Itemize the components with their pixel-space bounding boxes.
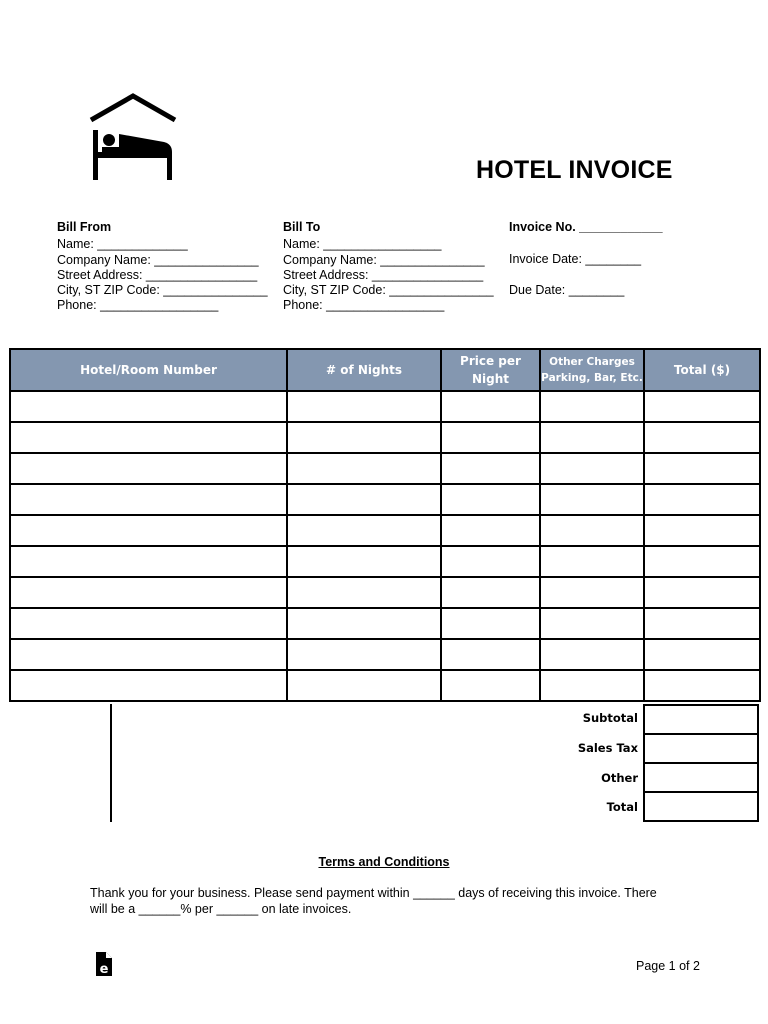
- page-number: Page 1 of 2: [636, 959, 700, 973]
- price-cell[interactable]: [441, 608, 540, 639]
- total-cell[interactable]: [644, 670, 760, 701]
- other-charges-cell[interactable]: [540, 670, 644, 701]
- nights-cell[interactable]: [287, 608, 441, 639]
- nights-cell[interactable]: [287, 515, 441, 546]
- room-cell[interactable]: [10, 546, 287, 577]
- total-cell[interactable]: [644, 577, 760, 608]
- totals-table: [643, 704, 759, 822]
- invoice-info-section: [509, 220, 663, 298]
- bill-from-heading: Bill From: [57, 220, 112, 234]
- bill-to-phone[interactable]: Phone: _________________: [283, 298, 445, 313]
- price-cell[interactable]: [441, 515, 540, 546]
- price-cell[interactable]: [441, 670, 540, 701]
- bill-from-city[interactable]: City, ST ZIP Code: _______________: [57, 283, 268, 298]
- col-header-other-line1: Other Charges: [549, 356, 635, 368]
- nights-cell[interactable]: [287, 422, 441, 453]
- table-row: [10, 391, 760, 422]
- nights-cell[interactable]: [287, 577, 441, 608]
- bill-from-street[interactable]: Street Address: ________________: [57, 267, 258, 282]
- table-row: [10, 546, 760, 577]
- sales-tax-label: Sales Tax: [577, 741, 638, 755]
- other-charges-cell[interactable]: [540, 453, 644, 484]
- col-header-price: [441, 349, 540, 391]
- terms-title: Terms and Conditions: [318, 855, 450, 869]
- table-row: [10, 577, 760, 608]
- table-row: [10, 608, 760, 639]
- table-row: [10, 422, 760, 453]
- bill-to-section: [283, 220, 494, 314]
- table-row: [10, 670, 760, 701]
- bill-to-company[interactable]: Company Name: _______________: [283, 252, 485, 267]
- terms-line-1: Thank you for your business. Please send payment within ______ days of receiving this invoice. There: [90, 886, 657, 900]
- bill-to-name[interactable]: Name: _________________: [283, 237, 442, 252]
- totals-divider-line: [110, 704, 112, 822]
- price-cell[interactable]: [441, 484, 540, 515]
- other-cell[interactable]: [644, 763, 758, 792]
- nights-cell[interactable]: [287, 484, 441, 515]
- table-row: [10, 453, 760, 484]
- total-cell[interactable]: [644, 608, 760, 639]
- total-cell[interactable]: [644, 792, 758, 821]
- total-cell[interactable]: [644, 391, 760, 422]
- nights-cell[interactable]: [287, 639, 441, 670]
- col-header-price-line2: Night: [471, 372, 510, 386]
- invoice-date[interactable]: Invoice Date: ________: [509, 252, 642, 267]
- svg-text:e: e: [99, 962, 109, 977]
- bill-to-city[interactable]: City, ST ZIP Code: _______________: [283, 283, 494, 298]
- room-cell[interactable]: [10, 639, 287, 670]
- total-label: Total: [606, 800, 638, 814]
- other-charges-cell[interactable]: [540, 608, 644, 639]
- room-cell[interactable]: [10, 515, 287, 546]
- sales-tax-cell[interactable]: [644, 734, 758, 763]
- items-table: [9, 348, 761, 702]
- other-charges-cell[interactable]: [540, 639, 644, 670]
- other-label: Other: [601, 771, 638, 785]
- other-charges-cell[interactable]: [540, 546, 644, 577]
- hotel-bed-icon: [88, 92, 178, 184]
- due-date[interactable]: Due Date: ________: [509, 282, 625, 297]
- total-cell[interactable]: [644, 422, 760, 453]
- other-charges-cell[interactable]: [540, 515, 644, 546]
- col-header-nights: # of Nights: [287, 349, 441, 391]
- total-cell[interactable]: [644, 453, 760, 484]
- price-cell[interactable]: [441, 546, 540, 577]
- col-header-total: Total ($): [644, 349, 760, 391]
- subtotal-cell[interactable]: [644, 705, 758, 734]
- terms-body: [90, 885, 680, 917]
- eforms-logo-icon: [94, 950, 114, 978]
- price-cell[interactable]: [441, 453, 540, 484]
- nights-cell[interactable]: [287, 670, 441, 701]
- table-header-row: [10, 349, 760, 391]
- bill-from-section: [57, 220, 268, 314]
- price-cell[interactable]: [441, 639, 540, 670]
- room-cell[interactable]: [10, 453, 287, 484]
- bill-to-street[interactable]: Street Address: ________________: [283, 267, 484, 282]
- price-cell[interactable]: [441, 422, 540, 453]
- total-cell[interactable]: [644, 484, 760, 515]
- room-cell[interactable]: [10, 391, 287, 422]
- price-cell[interactable]: [441, 391, 540, 422]
- room-cell[interactable]: [10, 577, 287, 608]
- col-header-price-line1: Price per: [460, 354, 521, 368]
- total-cell[interactable]: [644, 515, 760, 546]
- col-header-other: [540, 349, 644, 391]
- room-cell[interactable]: [10, 670, 287, 701]
- table-row: [10, 639, 760, 670]
- bill-from-name[interactable]: Name: _____________: [57, 237, 188, 252]
- invoice-title: HOTEL INVOICE: [476, 156, 673, 184]
- table-row: [10, 515, 760, 546]
- nights-cell[interactable]: [287, 453, 441, 484]
- nights-cell[interactable]: [287, 391, 441, 422]
- other-charges-cell[interactable]: [540, 391, 644, 422]
- col-header-other-line2: Parking, Bar, Etc.: [541, 372, 643, 384]
- bill-to-heading: Bill To: [283, 220, 321, 234]
- other-charges-cell[interactable]: [540, 484, 644, 515]
- bill-from-company[interactable]: Company Name: _______________: [57, 252, 259, 267]
- terms-line-2: will be a ______% per ______ on late invoices.: [90, 902, 352, 916]
- table-row: [10, 484, 760, 515]
- bill-from-phone[interactable]: Phone: _________________: [57, 298, 219, 313]
- nights-cell[interactable]: [287, 546, 441, 577]
- price-cell[interactable]: [441, 577, 540, 608]
- col-header-room: Hotel/Room Number: [10, 349, 287, 391]
- room-cell[interactable]: [10, 484, 287, 515]
- total-cell[interactable]: [644, 639, 760, 670]
- other-charges-cell[interactable]: [540, 577, 644, 608]
- invoice-number[interactable]: Invoice No. ____________: [509, 220, 663, 234]
- room-cell[interactable]: [10, 608, 287, 639]
- other-charges-cell[interactable]: [540, 422, 644, 453]
- room-cell[interactable]: [10, 422, 287, 453]
- subtotal-label: Subtotal: [582, 711, 638, 725]
- total-cell[interactable]: [644, 546, 760, 577]
